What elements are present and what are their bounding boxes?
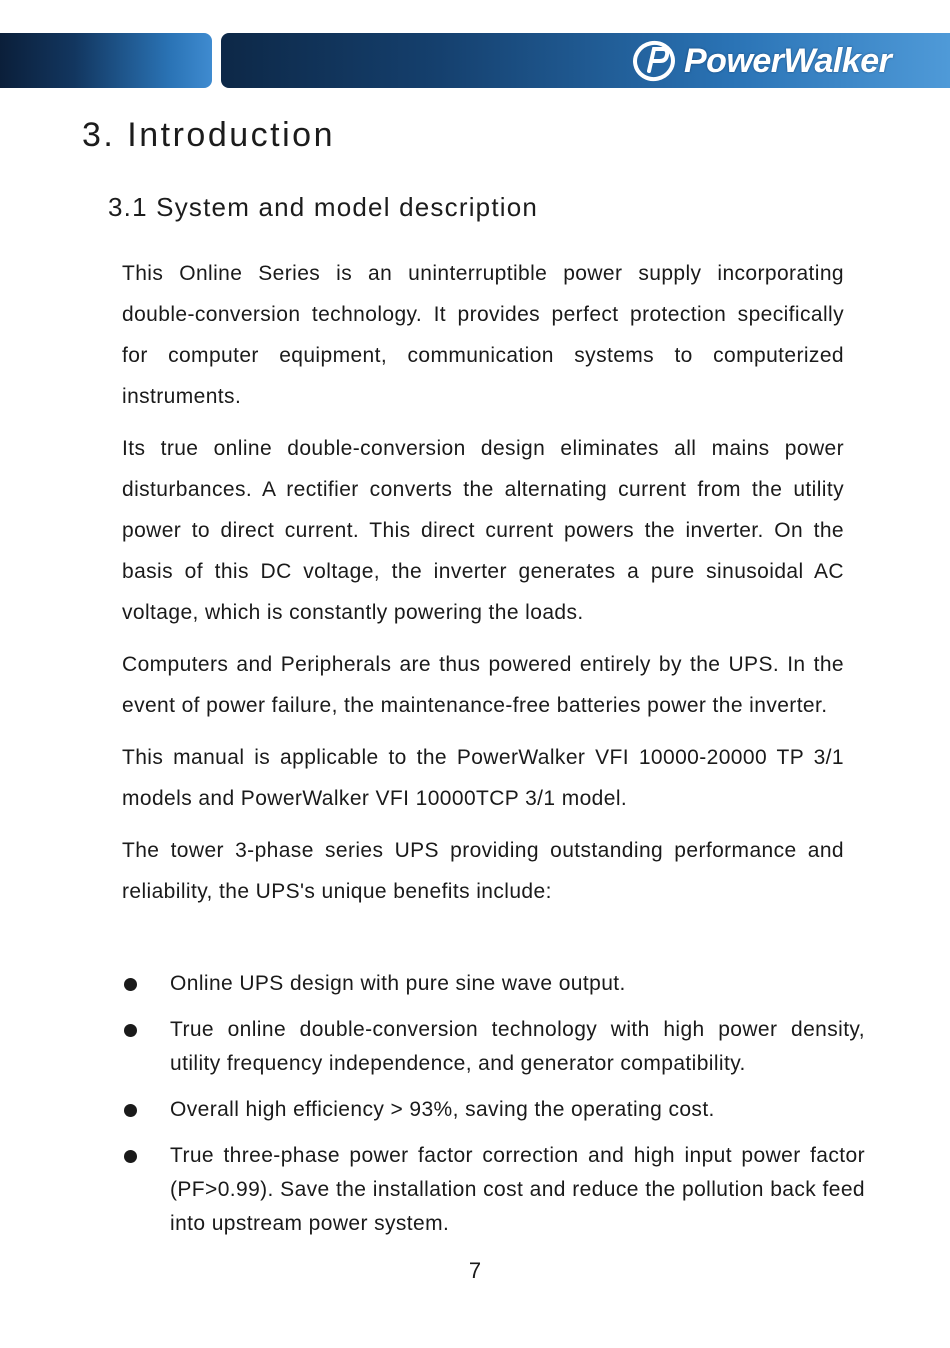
paragraph: Computers and Peripherals are thus powered entirely by the UPS. In the event of power failure, the maintenance-free batteries power the inverter. xyxy=(122,653,844,717)
powerwalker-logo-icon xyxy=(632,40,676,82)
list-item xyxy=(122,1013,865,1081)
paragraph: This manual is applicable to the PowerWalker VFI 10000-20000 TP 3/1 models and PowerWalker VFI 10000TCP 3/1 model. xyxy=(122,746,844,810)
bullet-icon xyxy=(124,1024,137,1037)
page-number: 7 xyxy=(468,1258,482,1283)
list-item-text: True three-phase power factor correction and high input power factor (PF>0.99). Save the installation cost and reduce the pollution back feed into upstream power system. xyxy=(170,1144,865,1235)
header-banner-left xyxy=(0,33,212,88)
body-text xyxy=(122,253,844,923)
list-item-text: Overall high efficiency > 93%, saving the operating cost. xyxy=(170,1098,715,1121)
paragraph: Its true online double-conversion design eliminates all mains power disturbances. A rectifier converts the alternating current from the utility power to direct current. This direct current powers the inverter. On the basis of this DC voltage, the inverter generates a pure sinusoidal AC voltage, which is constantly powering the loads. xyxy=(122,437,844,624)
brand-logo xyxy=(632,38,891,84)
list-item xyxy=(122,1139,865,1241)
list-item xyxy=(122,967,865,1001)
bullet-icon xyxy=(124,978,137,991)
chapter-title: 3. Introduction xyxy=(82,116,335,154)
bullet-icon xyxy=(124,1150,137,1163)
benefits-list xyxy=(122,967,865,1253)
list-item xyxy=(122,1093,865,1127)
section-title: 3.1 System and model description xyxy=(108,192,539,222)
list-item-text: Online UPS design with pure sine wave output. xyxy=(170,972,626,995)
list-item-text: True online double-conversion technology with high power density, utility frequency independence, and generator compatibility. xyxy=(170,1018,865,1075)
bullet-icon xyxy=(124,1104,137,1117)
paragraph: The tower 3-phase series UPS providing outstanding performance and reliability, the UPS's unique benefits include: xyxy=(122,839,844,903)
paragraph: This Online Series is an uninterruptible power supply incorporating double-conversion technology. It provides perfect protection specifically for computer equipment, communication systems to computerized instruments. xyxy=(122,262,844,408)
brand-logo-text: PowerWalker xyxy=(684,41,892,80)
